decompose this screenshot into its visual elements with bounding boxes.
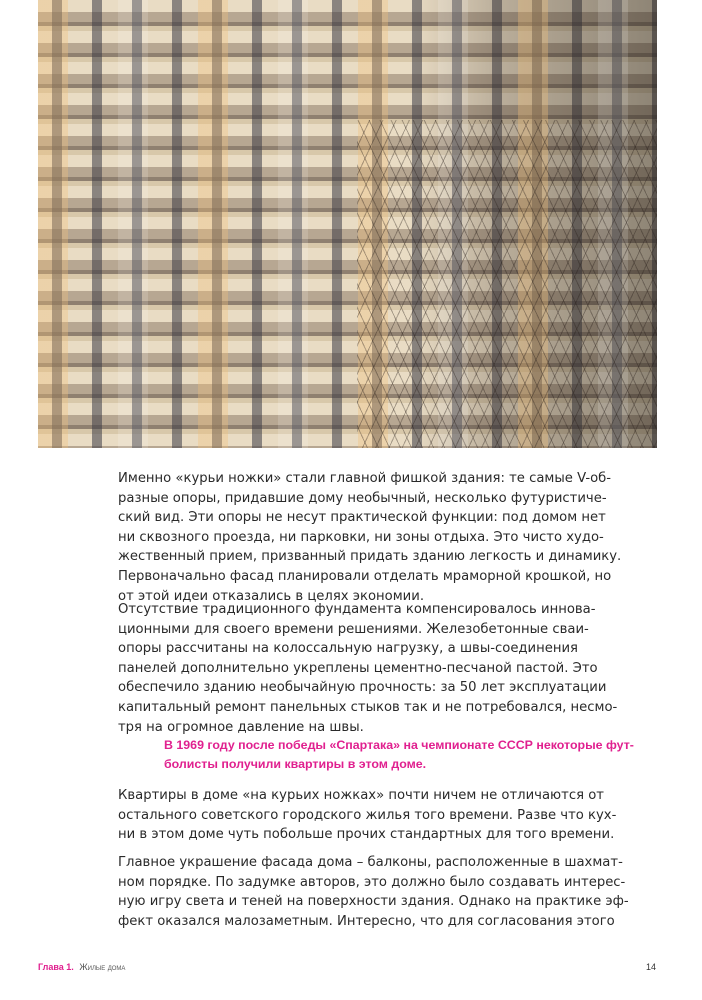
- text-line: фект оказался малозаметным. Интересно, что для согласования этого: [118, 913, 615, 929]
- text-line: тря на огромное давление на швы.: [118, 719, 364, 735]
- paragraph-4: [118, 853, 629, 931]
- text-line: ном порядке. По задумке авторов, это должно было создавать интерес-: [118, 874, 626, 890]
- text-line: Квартиры в доме «на курьих ножках» почти ничем не отличаются от: [118, 788, 604, 803]
- paragraph-2: [118, 600, 618, 737]
- page-number: 14: [646, 962, 657, 972]
- text-line: Главное украшение фасада дома – балконы, расположенные в шахмат-: [118, 855, 623, 870]
- paragraph-1: [118, 469, 622, 606]
- callout-line: В 1969 году после победы «Спартака» на чемпионате СССР некоторые фут-: [164, 738, 634, 752]
- text-line: ский вид. Эти опоры не несут практической функции: под домом нет: [118, 510, 606, 526]
- building-photo: [38, 0, 657, 448]
- text-line: ную игру света и теней на поверхности здания. Однако на практике эф-: [118, 894, 629, 910]
- text-line: Именно «курьи ножки» стали главной фишкой здания: те самые V-об-: [118, 471, 612, 486]
- paragraph-3: [118, 786, 617, 845]
- text-line: Первоначально фасад планировали отделать мраморной крошкой, но: [118, 568, 612, 584]
- text-line: жественный прием, призванный придать зданию легкость и динамику.: [118, 549, 622, 565]
- callout-fact: [164, 736, 634, 774]
- photo-trees: [357, 120, 657, 448]
- running-footer: [38, 962, 125, 972]
- text-line: от этой идеи отказались в целях экономии.: [118, 588, 425, 604]
- text-line: разные опоры, придавшие дому необычный, несколько футуристиче-: [118, 490, 607, 506]
- text-line: ни в этом доме чуть побольше прочих стандартных для того времени.: [118, 827, 615, 843]
- footer-chapter: Глава 1.: [38, 962, 74, 972]
- text-line: ционными для своего времени решениями. Железобетонные сваи-: [118, 621, 589, 637]
- footer-section: Жилые дома: [79, 962, 126, 972]
- text-line: опоры рассчитаны на колоссальную нагрузку, а швы-соединения: [118, 641, 578, 657]
- callout-line: болисты получили квартиры в этом доме.: [164, 757, 427, 771]
- text-line: обеспечило зданию необычайную прочность: за 50 лет эксплуатации: [118, 680, 607, 696]
- text-line: капитальный ремонт панельных стыков так и не потребовался, несмо-: [118, 699, 618, 715]
- text-line: остального советского городского жилья того времени. Разве что кух-: [118, 807, 617, 823]
- text-line: Отсутствие традиционного фундамента компенсировалось иннова-: [118, 602, 596, 617]
- text-line: ни сквозного проезда, ни парковки, ни зоны отдыха. Это чисто худо-: [118, 529, 604, 545]
- text-line: панелей дополнительно укреплены цементно-песчаной пастой. Это: [118, 660, 598, 676]
